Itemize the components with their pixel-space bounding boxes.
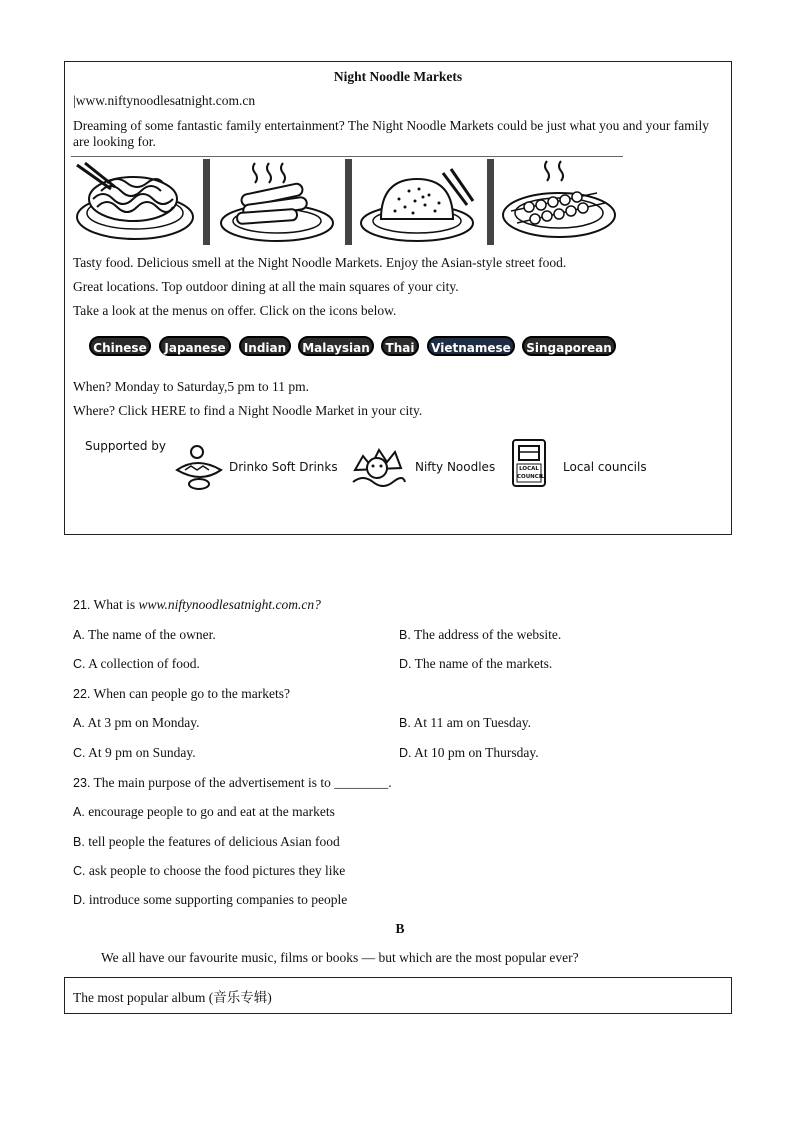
local-council-logo-icon xyxy=(511,438,547,491)
option-23-b[interactable] xyxy=(73,834,340,850)
cuisine-button-thai[interactable]: Thai xyxy=(381,336,419,356)
ad-where-line[interactable]: Where? Click HERE to find a Night Noodle Market in your city. xyxy=(73,403,423,418)
sponsor-local-councils: Local councils xyxy=(563,460,647,474)
option-22-c[interactable] xyxy=(73,745,196,761)
option-letter: C. xyxy=(73,746,86,760)
option-letter: D. xyxy=(399,657,412,671)
question-stem: When can people go to the markets? xyxy=(93,686,290,701)
cuisine-button-indian[interactable]: Indian xyxy=(239,336,291,356)
sponsor-drinko: Drinko Soft Drinks xyxy=(229,460,338,474)
ad-url[interactable]: |www.niftynoodlesatnight.com.cn xyxy=(73,93,256,108)
question-stem: The main purpose of the advertisement is to ________. xyxy=(93,775,392,790)
option-letter: A. xyxy=(73,805,85,819)
option-21-c[interactable] xyxy=(73,656,200,672)
skewers-icon xyxy=(497,159,621,247)
cuisine-button-chinese[interactable]: Chinese xyxy=(89,336,151,356)
question-23 xyxy=(73,775,392,791)
food-pictures-strip xyxy=(71,156,623,249)
advertisement-box xyxy=(64,61,732,535)
option-21-b[interactable] xyxy=(399,627,561,643)
spring-rolls-icon xyxy=(213,159,343,247)
option-text: The name of the owner. xyxy=(87,627,216,642)
option-text: tell people the features of delicious Asian food xyxy=(88,834,340,849)
cuisine-button-malaysian[interactable]: Malaysian xyxy=(298,336,374,356)
question-number: 21. xyxy=(73,598,91,612)
option-23-d[interactable] xyxy=(73,892,347,908)
sponsor-nifty-noodles: Nifty Noodles xyxy=(415,460,496,474)
option-letter: D. xyxy=(399,746,412,760)
option-21-d[interactable] xyxy=(399,656,552,672)
option-22-a[interactable] xyxy=(73,715,199,731)
supported-by-label: Supported by xyxy=(85,439,166,453)
question-number: 22. xyxy=(73,687,91,701)
local-council-logo-text: LOCAL COUNCIL xyxy=(517,466,545,480)
cuisine-button-vietnamese[interactable]: Vietnamese xyxy=(427,336,515,356)
option-letter: A. xyxy=(73,716,85,730)
option-text: introduce some supporting companies to people xyxy=(88,892,348,907)
section-b-intro: We all have our favourite music, films or books — but which are the most popular ever? xyxy=(101,950,579,965)
question-stem-url: www.niftynoodlesatnight.com.cn? xyxy=(138,597,321,612)
ad-tasty-line: Tasty food. Delicious smell at the Night Noodle Markets. Enjoy the Asian-style street food. xyxy=(73,255,567,270)
nifty-noodles-logo-icon xyxy=(349,438,407,495)
option-text: At 10 pm on Thursday. xyxy=(414,745,539,760)
ad-title: Night Noodle Markets xyxy=(333,69,463,84)
option-text: At 11 am on Tuesday. xyxy=(413,715,531,730)
option-letter: B. xyxy=(73,835,85,849)
option-23-a[interactable] xyxy=(73,804,335,820)
question-22 xyxy=(73,686,290,702)
option-letter: B. xyxy=(399,628,411,642)
option-22-b[interactable] xyxy=(399,715,531,731)
most-popular-album-box xyxy=(64,977,732,1014)
supporters-row xyxy=(85,434,685,494)
question-stem: What is xyxy=(93,597,139,612)
option-text: The address of the website. xyxy=(413,627,562,642)
option-text: A collection of food. xyxy=(88,656,200,671)
drinko-logo-icon xyxy=(173,440,225,493)
rice-icon xyxy=(355,159,485,247)
question-number: 23. xyxy=(73,776,91,790)
ad-locations-line: Great locations. Top outdoor dining at all the main squares of your city. xyxy=(73,279,459,294)
cuisine-button-japanese[interactable]: Japanese xyxy=(159,336,231,356)
option-22-d[interactable] xyxy=(399,745,539,761)
option-text: At 3 pm on Monday. xyxy=(87,715,200,730)
option-letter: C. xyxy=(73,864,86,878)
option-letter: B. xyxy=(399,716,411,730)
cuisine-button-singaporean[interactable]: Singaporean xyxy=(522,336,616,356)
option-text: ask people to choose the food pictures they like xyxy=(88,863,346,878)
option-21-a[interactable] xyxy=(73,627,216,643)
noodles-icon xyxy=(71,159,201,247)
option-letter: A. xyxy=(73,628,85,642)
most-popular-album-label: The most popular album (音乐专辑) xyxy=(73,990,272,1005)
option-text: At 9 pm on Sunday. xyxy=(88,745,196,760)
section-b-heading: B xyxy=(395,921,405,936)
ad-when-line: When? Monday to Saturday,5 pm to 11 pm. xyxy=(73,379,309,394)
ad-intro: Dreaming of some fantastic family entertainment? The Night Noodle Markets could be just what you and your family are looking for. xyxy=(73,118,709,149)
ad-menus-line: Take a look at the menus on offer. Click on the icons below. xyxy=(73,303,397,318)
option-letter: C. xyxy=(73,657,86,671)
option-text: encourage people to go and eat at the markets xyxy=(88,804,335,819)
question-21 xyxy=(73,597,321,613)
option-23-c[interactable] xyxy=(73,863,345,879)
option-text: The name of the markets. xyxy=(414,656,553,671)
option-letter: D. xyxy=(73,893,86,907)
